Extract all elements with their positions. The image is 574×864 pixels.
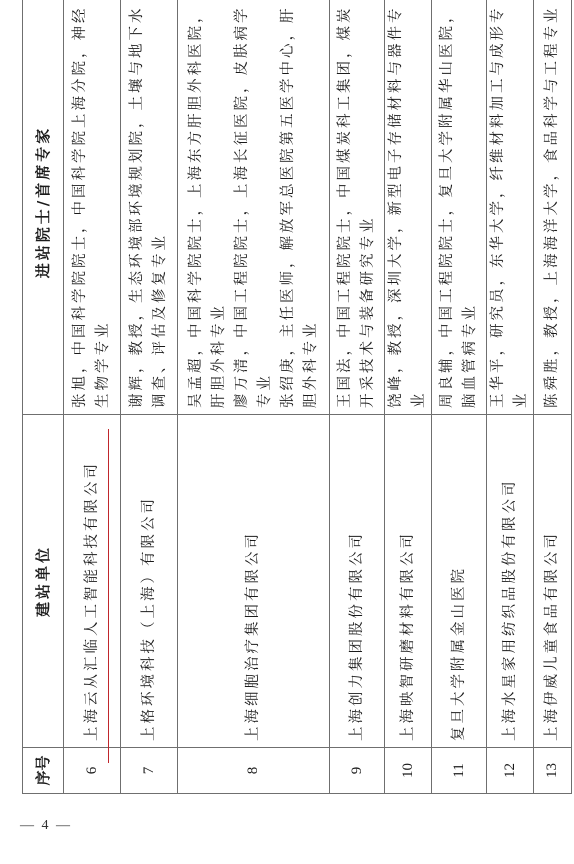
header-experts: 进站院士/首席专家 bbox=[23, 0, 64, 415]
table-header-row bbox=[23, 0, 64, 794]
row-index: 7 bbox=[121, 748, 178, 794]
table-row bbox=[64, 0, 121, 794]
row-experts: 周良辅，中国工程院院士，复旦大学附属华山医院，脑血管病专业 bbox=[432, 0, 487, 415]
page-number: — 4 — bbox=[20, 818, 72, 833]
row-index: 11 bbox=[432, 748, 487, 794]
row-experts: 张旭，中国科学院院士，中国科学院上海分院，神经生物学专业 bbox=[64, 0, 121, 415]
table-row bbox=[487, 0, 534, 794]
table-row bbox=[534, 0, 572, 794]
row-experts: 吴孟超，中国科学院院士，上海东方肝胆外科医院，肝胆外科专业 廖万清，中国工程院院士，上海长征医院，皮肤病学专业 张绍庚，主任医师，解放军总医院第五医学中心，肝胆外科专业 bbox=[178, 0, 330, 415]
header-index: 序号 bbox=[23, 748, 64, 794]
row-experts: 饶峰，教授，深圳大学，新型电子存储材料与器件专业 bbox=[385, 0, 432, 415]
row-experts: 王国法，中国工程院院士，中国煤炭科工集团，煤炭开采技术与装备研究专业 bbox=[330, 0, 385, 415]
rotated-table-container bbox=[22, 0, 560, 794]
row-unit: 上格环境科技（上海）有限公司 bbox=[121, 415, 178, 748]
table-row bbox=[385, 0, 432, 794]
row-index: 6 bbox=[64, 748, 121, 794]
row-experts: 王华平，研究员，东华大学，纤维材料加工与成形专业 bbox=[487, 0, 534, 415]
row-experts: 陈舜胜，教授，上海海洋大学，食品科学与工程专业 bbox=[534, 0, 572, 415]
red-margin-line bbox=[108, 429, 109, 763]
row-unit: 上海水星家用纺织品股份有限公司 bbox=[487, 415, 534, 748]
row-unit: 上海映智研磨材料有限公司 bbox=[385, 415, 432, 748]
table-row bbox=[330, 0, 385, 794]
row-unit: 上海伊威儿童食品有限公司 bbox=[534, 415, 572, 748]
row-unit: 上海云从汇临人工智能科技有限公司 bbox=[64, 415, 121, 748]
row-unit: 复旦大学附属金山医院 bbox=[432, 415, 487, 748]
row-experts: 谢辉，教授，生态环境部环境规划院，土壤与地下水调查、评估及修复专业 bbox=[121, 0, 178, 415]
row-index: 9 bbox=[330, 748, 385, 794]
row-index: 8 bbox=[178, 748, 330, 794]
row-index: 12 bbox=[487, 748, 534, 794]
table-row bbox=[121, 0, 178, 794]
row-index: 10 bbox=[385, 748, 432, 794]
header-unit: 建站单位 bbox=[23, 415, 64, 748]
row-index: 13 bbox=[534, 748, 572, 794]
row-unit: 上海创力集团股份有限公司 bbox=[330, 415, 385, 748]
row-unit: 上海细胞治疗集团有限公司 bbox=[178, 415, 330, 748]
table-row bbox=[432, 0, 487, 794]
table-row bbox=[178, 0, 330, 794]
stations-table bbox=[22, 0, 572, 794]
